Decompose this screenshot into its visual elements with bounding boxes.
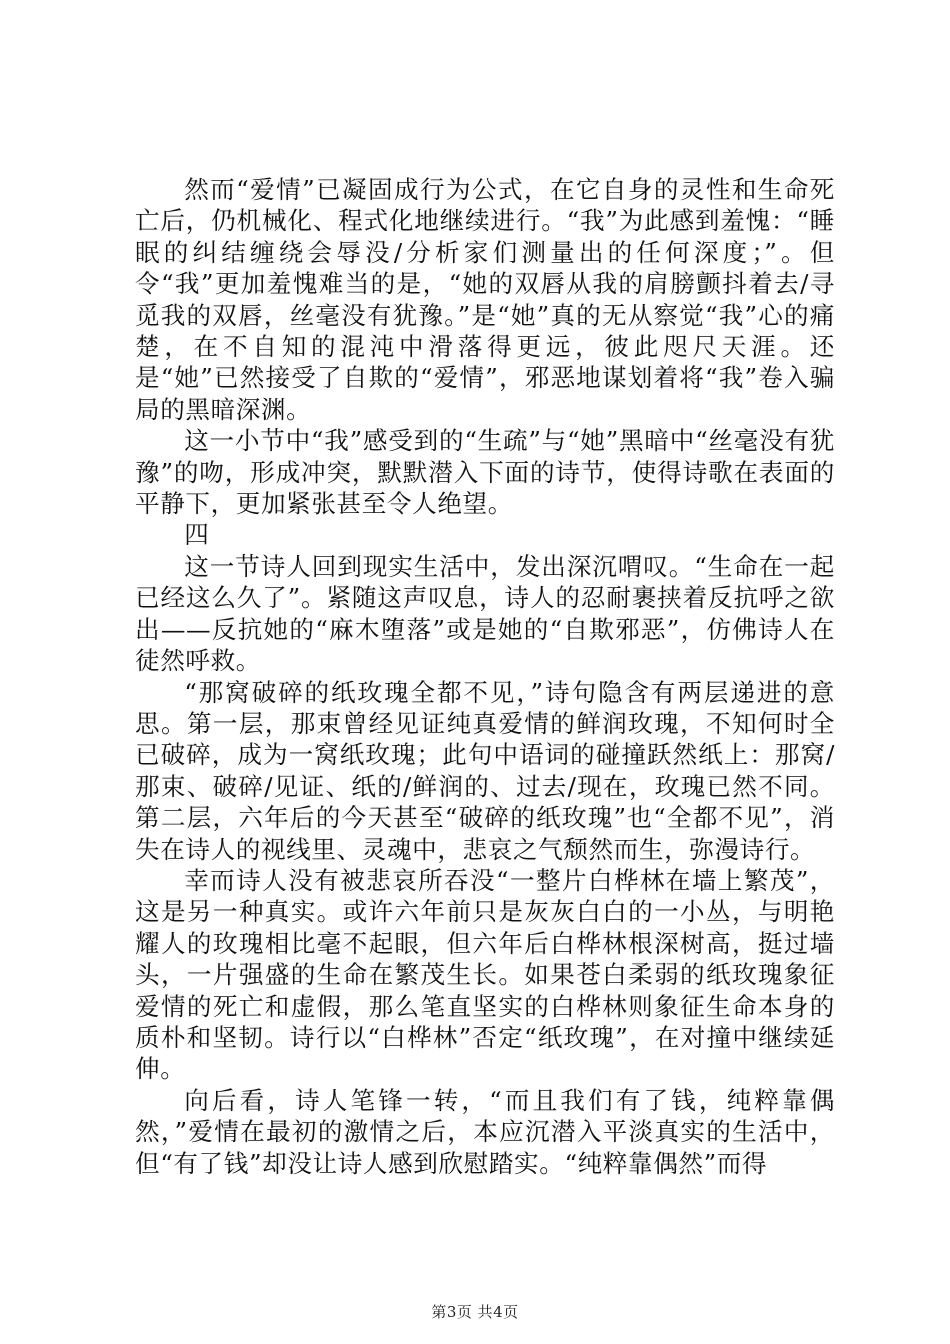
document-body [135, 174, 835, 1179]
paragraph-2: 这一小节中“我”感受到的“生疏”与“她”黑暗中“丝毫没有犹豫”的吻，形成冲突，默默潜入下面的诗节，使得诗歌在表面的平静下，更加紧张甚至令人绝望。 [135, 426, 835, 519]
paragraph-5: 幸而诗人没有被悲哀所吞没“一整片白桦林在墙上繁茂”，这是另一种真实。或许六年前只是灰灰白白的一小丛，与明艳耀人的玫瑰相比毫不起眼，但六年后白桦林根深树高，挺过墙头，一片强盛的生命在繁茂生长。如果苍白柔弱的纸玫瑰象征爱情的死亡和虚假，那么笔直坚实的白桦林则象征生命本身的质朴和坚韧。诗行以“白桦林”否定“纸玫瑰”，在对撞中继续延伸。 [135, 865, 835, 1084]
section-heading: 四 [184, 520, 210, 550]
paragraph-6: 向后看，诗人笔锋一转，“而且我们有了钱，纯粹靠偶然，”爱情在最初的激情之后，本应沉潜入平淡真实的生活中，但“有了钱”却没让诗人感到欣慰踏实。“纯粹靠偶然”而得 [135, 1085, 835, 1178]
paragraph-3: 这一节诗人回到现实生活中，发出深沉喟叹。“生命在一起已经这么久了”。紧随这声叹息，诗人的忍耐裹挟着反抗呼之欲出——反抗她的“麻木堕落”或是她的“自欺邪恶”，仿佛诗人在徒然呼救。 [135, 551, 835, 676]
paragraph-1: 然而“爱情”已凝固成行为公式，在它自身的灵性和生命死亡后，仍机械化、程式化地继续进行。“我”为此感到羞愧：“睡眠的纠结缠绕会辱没/分析家们测量出的任何深度；”。但令“我”更加羞愧难当的是，“她的双唇从我的肩膀颤抖着去/寻觅我的双唇，丝毫没有犹豫。”是“她”真的无从察觉“我”心的痛楚，在不自知的混沌中滑落得更远，彼此咫尺天涯。还是“她”已然接受了自欺的“爱情”，邪恶地谋划着将“我”卷入骗局的黑暗深渊。 [135, 175, 835, 424]
page-footer: 第3页 共4页 [431, 1303, 519, 1321]
paragraph-4: “那窝破碎的纸玫瑰全都不见，”诗句隐含有两层递进的意思。第一层，那束曾经见证纯真爱情的鲜润玫瑰，不知何时全已破碎，成为一窝纸玫瑰；此句中语词的碰撞跃然纸上：那窝/那束、破碎/见证、纸的/鲜润的、过去/现在，玫瑰已然不同。第二层，六年后的今天甚至“破碎的纸玫瑰”也“全都不见”，消失在诗人的视线里、灵魂中，悲哀之气颓然而生，弥漫诗行。 [135, 677, 835, 864]
